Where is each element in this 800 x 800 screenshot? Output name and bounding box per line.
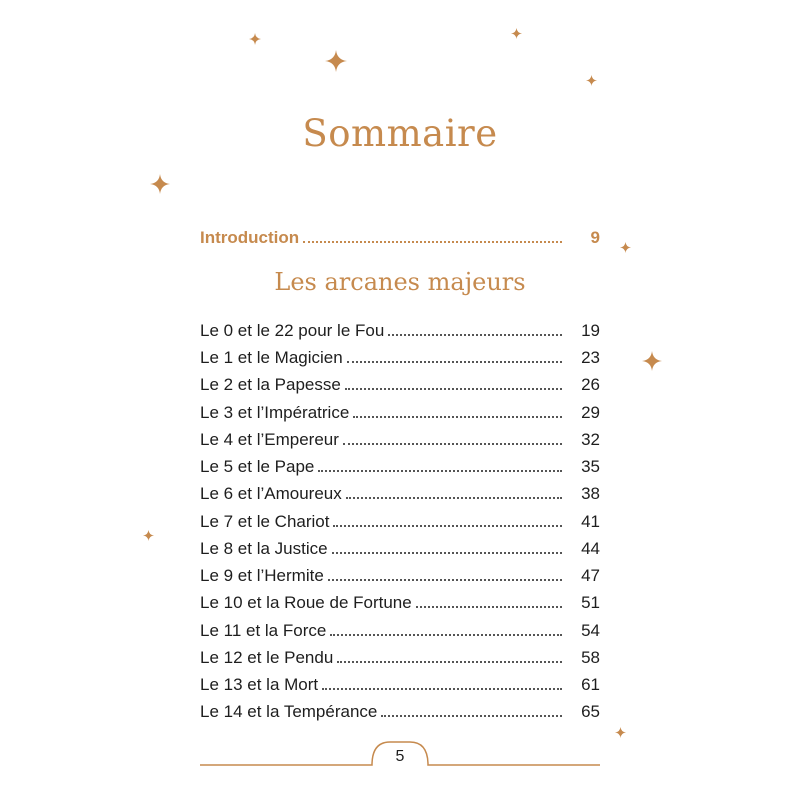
toc-entry[interactable] xyxy=(200,506,600,532)
sparkle-star-icon xyxy=(143,530,154,541)
toc-entry[interactable] xyxy=(200,696,600,722)
toc-page-number: 23 xyxy=(581,348,600,367)
toc-entry-introduction[interactable] xyxy=(200,222,600,248)
dot-leader xyxy=(345,388,562,390)
page-footer xyxy=(200,740,600,780)
toc-entry-label: Le 5 et le Pape xyxy=(200,457,315,476)
dot-leader xyxy=(332,552,562,554)
toc-entry-label: Le 14 et la Tempérance xyxy=(200,702,378,721)
sparkle-star-icon xyxy=(642,351,662,371)
dot-leader xyxy=(416,606,562,608)
dot-leader xyxy=(388,334,562,336)
toc-entry-label: Le 10 et la Roue de Fortune xyxy=(200,593,412,612)
toc-entry[interactable] xyxy=(200,369,600,395)
toc-entry-label: Le 11 et la Force xyxy=(200,621,327,640)
toc-page-number: 47 xyxy=(581,566,600,585)
dot-leader xyxy=(322,688,562,690)
toc-entry-label: Le 9 et l’Hermite xyxy=(200,566,324,585)
toc-entry[interactable] xyxy=(200,560,600,586)
sparkle-star-icon xyxy=(615,727,626,738)
toc-entry[interactable] xyxy=(200,533,600,559)
toc-entry-label: Le 7 et le Chariot xyxy=(200,512,330,531)
dot-leader xyxy=(381,715,562,717)
toc-page-number: 51 xyxy=(581,593,600,612)
page-number: 5 xyxy=(395,748,405,765)
dot-leader xyxy=(333,525,562,527)
sparkle-star-icon xyxy=(511,28,522,39)
toc-page-number: 35 xyxy=(581,457,600,476)
toc-entry[interactable] xyxy=(200,397,600,423)
dot-leader xyxy=(318,470,562,472)
toc-entry[interactable] xyxy=(200,642,600,668)
dot-leader xyxy=(330,634,562,636)
dot-leader xyxy=(337,661,562,663)
dot-leader xyxy=(347,361,562,363)
toc-entry[interactable] xyxy=(200,478,600,504)
toc-entry-label: Le 6 et l’Amoureux xyxy=(200,484,342,503)
page-title: Sommaire xyxy=(302,112,498,155)
toc-entry-label: Le 8 et la Justice xyxy=(200,539,328,558)
toc-page-number: 65 xyxy=(581,702,600,721)
toc-entry-label: Le 2 et la Papesse xyxy=(200,375,341,394)
toc-entry[interactable] xyxy=(200,342,600,368)
toc-entry[interactable] xyxy=(200,451,600,477)
dot-leader xyxy=(353,416,562,418)
toc-page-number: 19 xyxy=(581,321,600,340)
section-heading: Les arcanes majeurs xyxy=(274,268,526,296)
toc-page-number: 44 xyxy=(581,539,600,558)
toc-entry-label: Le 1 et le Magicien xyxy=(200,348,343,367)
toc-page-number: 29 xyxy=(581,403,600,422)
toc-entry[interactable] xyxy=(200,315,600,341)
toc-page-number: 26 xyxy=(581,375,600,394)
toc-entry[interactable] xyxy=(200,669,600,695)
toc-entry-label: Le 13 et la Mort xyxy=(200,675,319,694)
toc-page-number: 41 xyxy=(581,512,600,531)
toc-entry-label: Introduction xyxy=(200,228,300,247)
sparkle-star-icon xyxy=(325,50,347,72)
sparkle-star-icon xyxy=(150,174,170,194)
toc-page-number: 54 xyxy=(581,621,600,640)
toc-page-number: 32 xyxy=(581,430,600,449)
sparkle-star-icon xyxy=(620,242,631,253)
toc-entry-label: Le 4 et l’Empereur xyxy=(200,430,339,449)
toc-entry-label: Le 0 et le 22 pour le Fou xyxy=(200,321,385,340)
dot-leader xyxy=(343,443,562,445)
dot-leader xyxy=(346,497,562,499)
toc-entry-label: Le 12 et le Pendu xyxy=(200,648,334,667)
toc-page-number: 38 xyxy=(581,484,600,503)
sparkle-star-icon xyxy=(586,75,597,86)
toc-entry-label: Le 3 et l’Impératrice xyxy=(200,403,350,422)
toc-entry[interactable] xyxy=(200,615,600,641)
sparkle-star-icon xyxy=(249,33,261,45)
dot-leader xyxy=(328,579,562,581)
toc-page-number: 58 xyxy=(581,648,600,667)
toc-entry[interactable] xyxy=(200,424,600,450)
toc-page-number: 9 xyxy=(590,228,600,247)
dot-leader xyxy=(303,241,562,243)
toc-entry[interactable] xyxy=(200,587,600,613)
toc-page-number: 61 xyxy=(581,675,600,694)
